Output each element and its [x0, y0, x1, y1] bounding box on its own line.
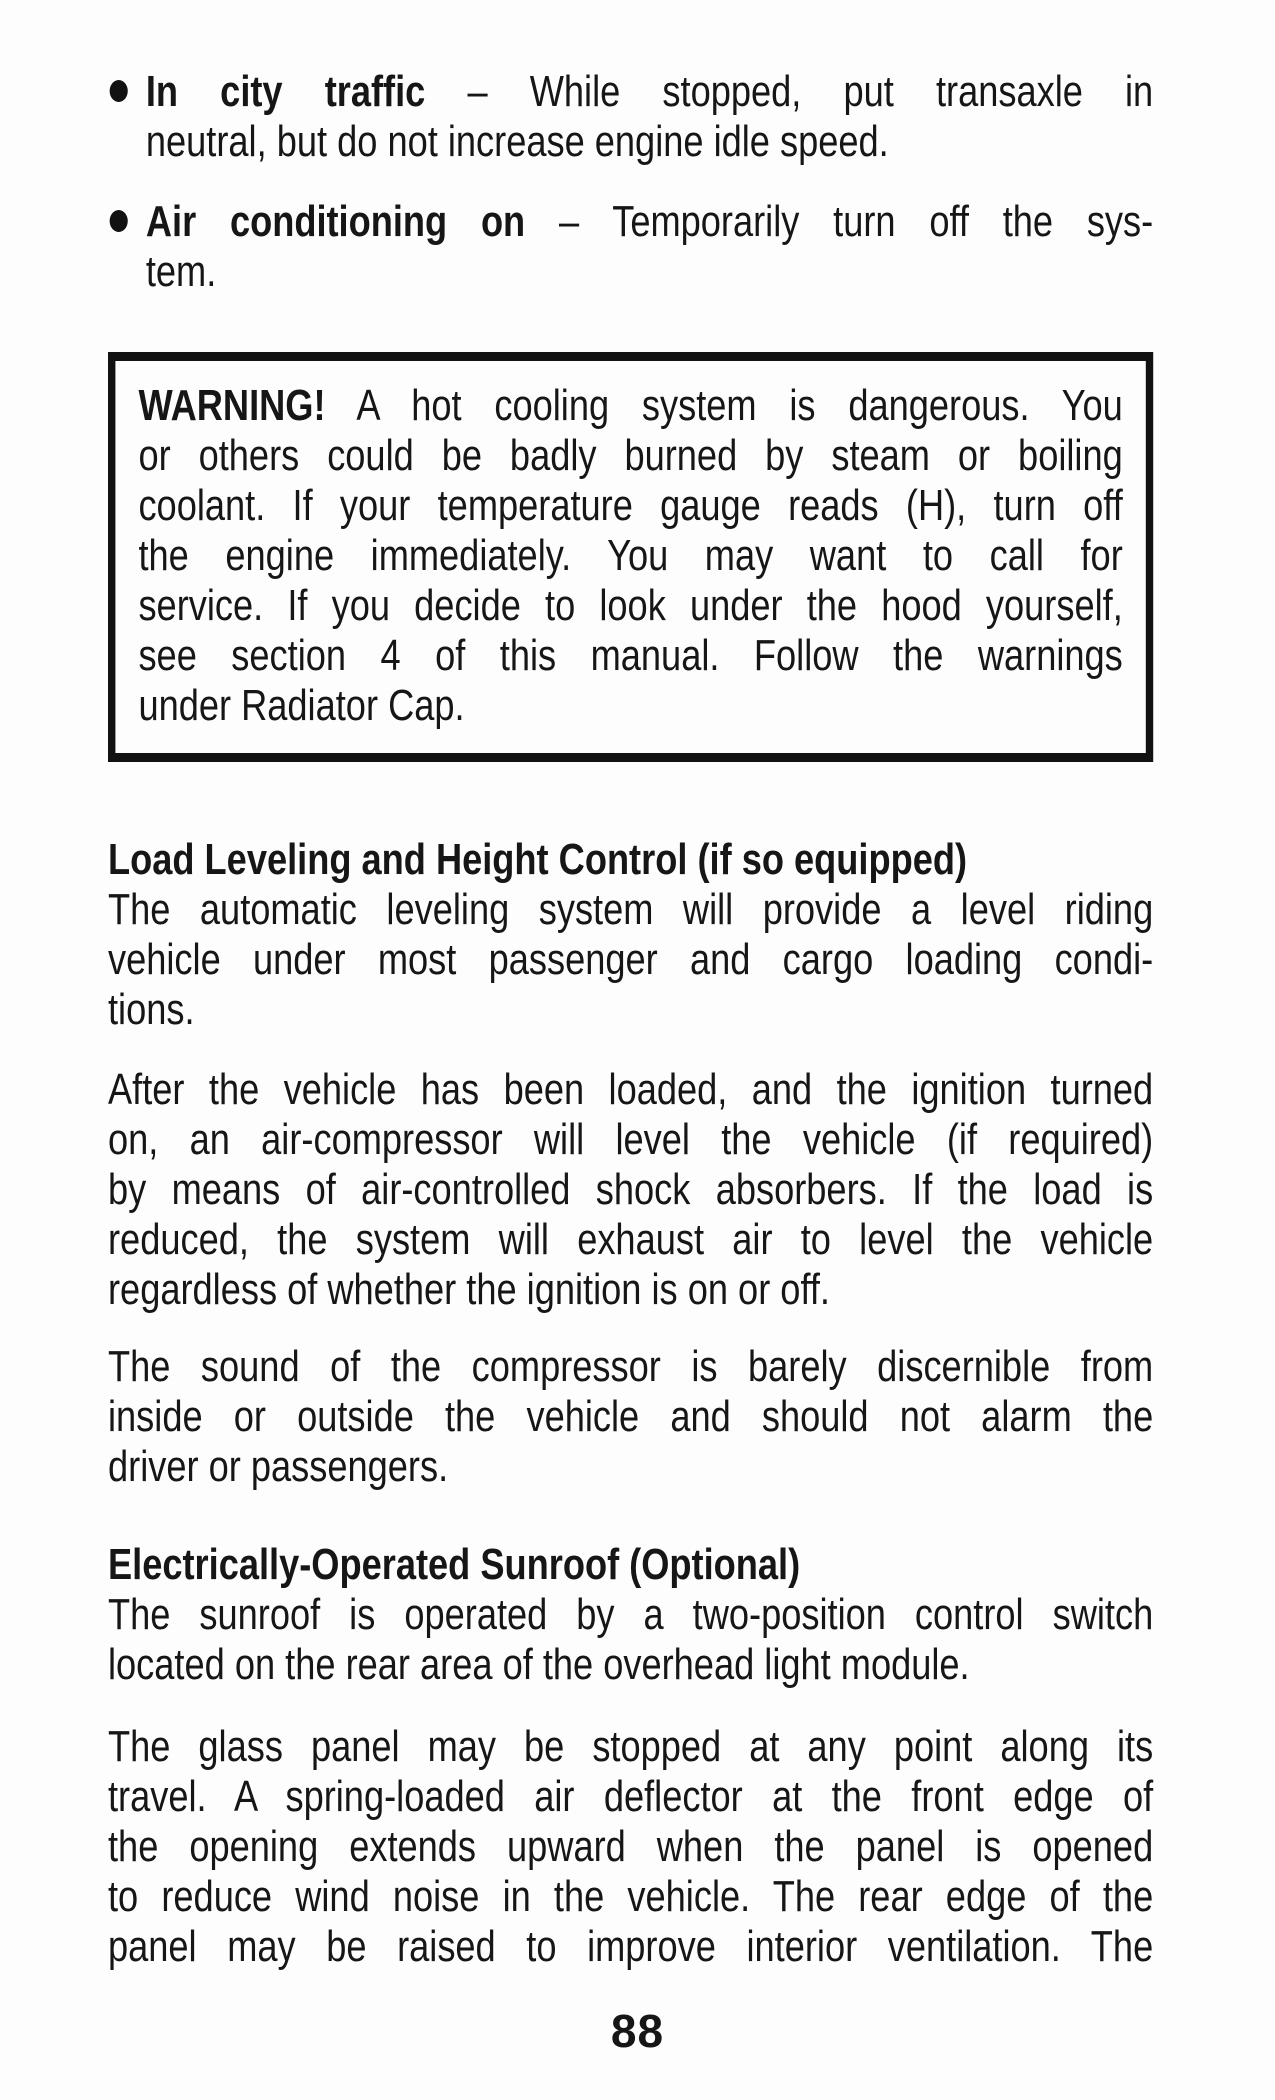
bullet-item-air-conditioning — [108, 197, 1153, 297]
paragraph-load-leveling-2: After the vehicle has been loaded, and the ignition turned on, an air-compressor will level the vehicle (if required) by means of air-controlled shock absorbers. If the load is reduced, the system will exhaust air to level the vehicle regardless of whether the ignition is on or off. — [108, 1065, 1154, 1314]
bullet-text-city-traffic: In city traffic – While stopped, put transaxle in neutral, but do not increase engine idle speed. — [145, 67, 1154, 166]
paragraph-sunroof-2: The glass panel may be stopped at any point along its travel. A spring-loaded air deflector at the front edge of the opening extends upward when the panel is opened to reduce wind noise in the vehicle. The rear edge of the panel may be raised to improve interior ventilation. The — [108, 1722, 1154, 1971]
page-content — [108, 0, 1153, 1972]
bullet-list — [108, 67, 1153, 297]
paragraph-load-leveling-3: The sound of the compressor is barely discernible from inside or outside the vehicle and should not alarm the driver or passengers. — [108, 1342, 1154, 1491]
warning-box — [108, 352, 1153, 762]
bullet-icon — [110, 210, 128, 232]
page-number: 88 — [610, 2005, 665, 2057]
bullet-item-city-traffic — [108, 67, 1153, 167]
paragraph-sunroof-1: The sunroof is operated by a two-position control switch located on the rear area of the overhead light module. — [108, 1590, 1154, 1689]
section-heading-load-leveling: Load Leveling and Height Control (if so equipped) — [108, 835, 968, 884]
warning-text: WARNING! A hot cooling system is dangerous. You or others could be badly burned by steam or boiling coolant. If your temperature gauge reads (H), turn off the engine immediately. You may want to call for service. If you decide to look under the hood yourself, see section 4 of this manual. Follow the warnings under Radiator Cap. — [138, 381, 1123, 730]
section-heading-sunroof: Electrically-Operated Sunroof (Optional) — [108, 1540, 801, 1589]
bullet-icon — [110, 80, 128, 102]
bullet-text-air-conditioning: Air conditioning on – Temporarily turn off the sys- tem. — [145, 197, 1154, 296]
paragraph-load-leveling-1: The automatic leveling system will provide a level riding vehicle under most passenger and cargo loading condi- tions. — [108, 885, 1154, 1034]
